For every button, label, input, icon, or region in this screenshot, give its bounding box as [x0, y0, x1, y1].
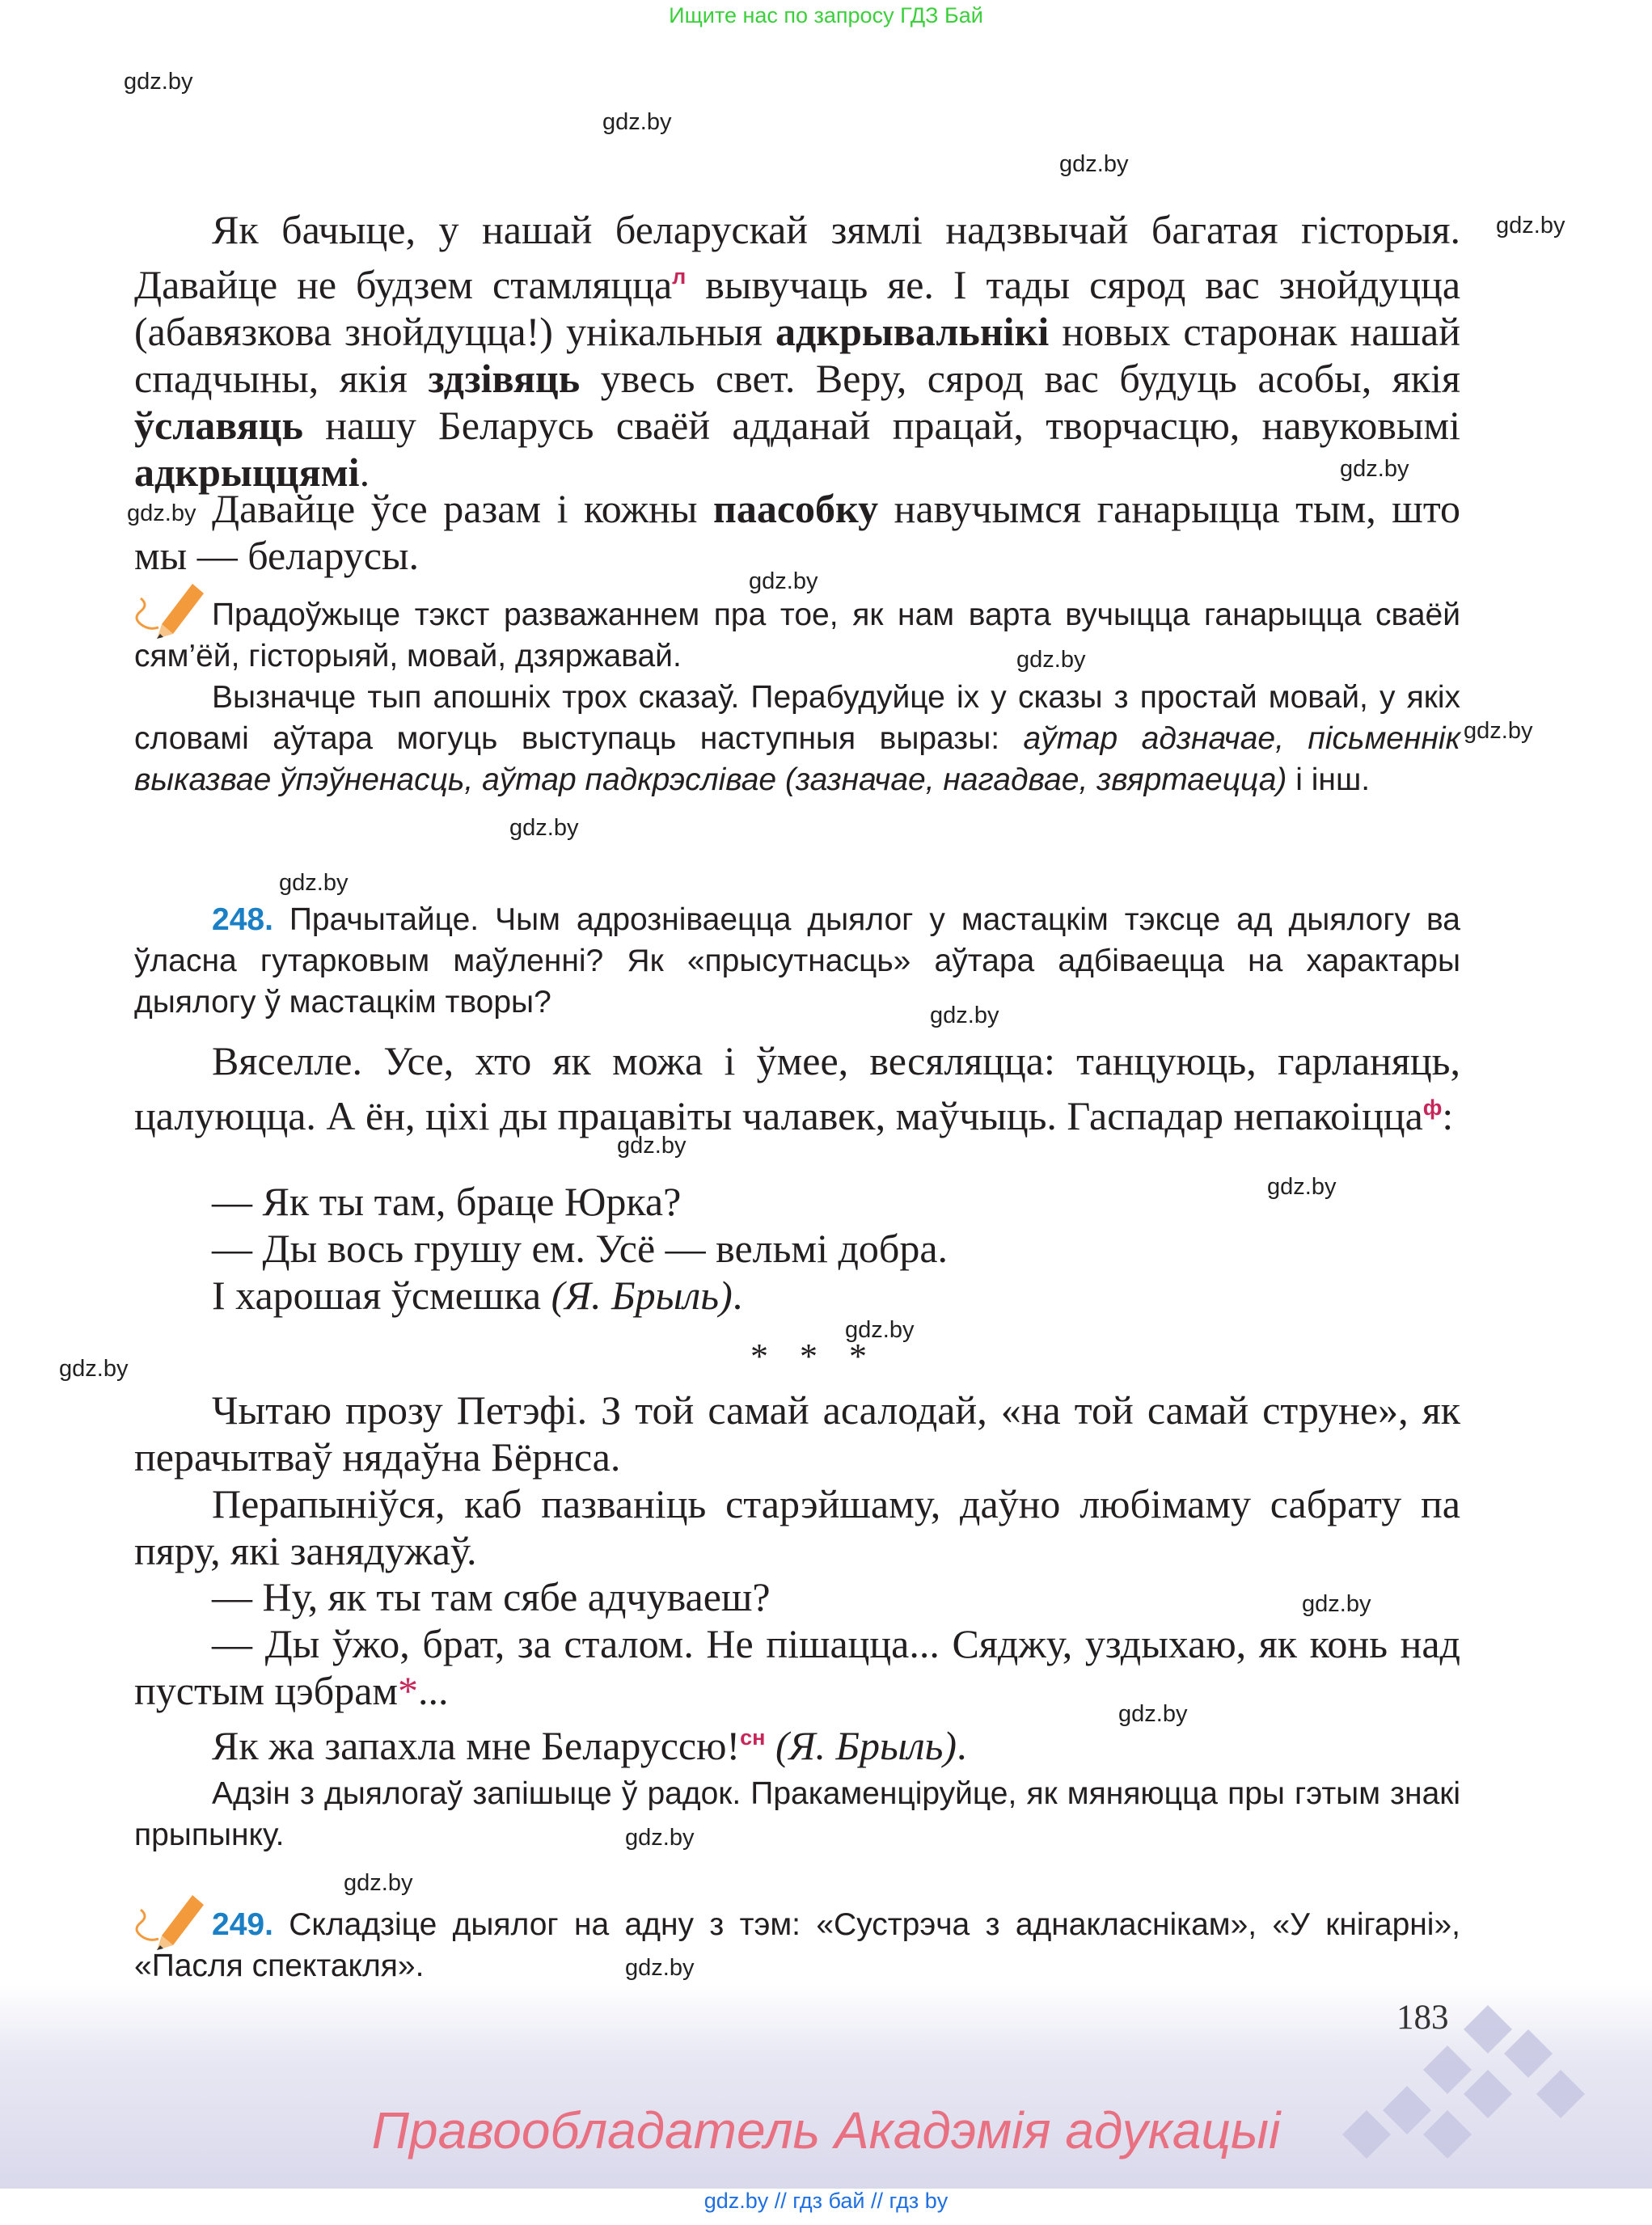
- watermark: gdz.by: [1267, 1174, 1337, 1200]
- watermark: gdz.by: [344, 1870, 413, 1896]
- section-separator: * * *: [750, 1336, 878, 1376]
- watermark: gdz.by: [124, 69, 193, 95]
- exercise-248: 248. Прачытайце. Чым адрозніваецца дыялог у мастацкім тэксце ад дыялогу ва ўласна гутарковым маўленні? Як «прысутнасць» аўтара адбіваецца на характары дыялогу ў мастацкім творы?: [134, 902, 1460, 1020]
- watermark: gdz.by: [1118, 1701, 1188, 1727]
- dialogue-line: — Ды вось грушу ем. Усё — вельмі добра.: [212, 1226, 949, 1271]
- exercise-249: 249. Складзіце дыялог на адну з тэм: «Сустрэча з аднакласнікам», «У кнігарні», «Пасля спектакля».: [134, 1907, 1460, 1983]
- glossary-marker: л: [672, 264, 687, 289]
- watermark: gdz.by: [625, 1955, 695, 1981]
- story-1-ending: І харошая ўсмешка (Я. Брыль).: [212, 1273, 743, 1318]
- task-text-a: Прадоўжыце тэкст разважаннем пра тое, як нам варта вучыцца ганарыцца сваёй сям’ёй, гісторыяй, мовай, дзяржавай.: [134, 597, 1460, 673]
- watermark: gdz.by: [509, 815, 579, 841]
- story-2-ending: Як жа запахла мне Беларуссю!$^{сн}$ (Я. Брыль).: [212, 1723, 967, 1768]
- watermark: gdz.by: [617, 1133, 687, 1159]
- watermark: gdz.by: [1340, 456, 1409, 482]
- watermark: gdz.by: [127, 500, 196, 526]
- watermark: gdz.by: [930, 1003, 999, 1028]
- watermark: gdz.by: [1464, 718, 1533, 744]
- watermark: gdz.by: [1059, 151, 1129, 177]
- watermark: gdz.by: [59, 1356, 129, 1382]
- copyright-holder: Правообладатель Акадэмія адукацыі: [371, 2101, 1281, 2160]
- story-2-paragraph-2: Перапыніўся, каб пазваніць старэйшаму, даўно любімаму сабрату па пяру, які занядужаў.: [134, 1481, 1460, 1573]
- top-banner[interactable]: Ищите нас по запросу ГДЗ Бай: [669, 3, 983, 27]
- task-text-c: Адзін з дыялогаў запішыце ў радок. Пракаменціруйце, як мяняюцца пры гэтым знакі прыпынку.: [134, 1776, 1460, 1852]
- watermark: gdz.by: [1496, 213, 1565, 239]
- watermark: gdz.by: [602, 109, 672, 135]
- story-1-paragraph: Вяселле. Усе, хто як можа і ўмее, весяляцца: танцуюць, гарланяць, цалуюцца. А ён, ціхі ды працавіты чалавек, маўчыць. Гаспадар непакоіцца$^ф$:: [134, 1038, 1460, 1138]
- asterisk-marker: *: [398, 1668, 419, 1713]
- watermark: gdz.by: [279, 870, 349, 896]
- glossary-marker: сн: [740, 1725, 766, 1750]
- exercise-number: 249.: [212, 1907, 273, 1942]
- bottom-links[interactable]: gdz.by // гдз бай // гдз by: [703, 2189, 949, 2213]
- intro-paragraph-2: Давайце ўсе разам і кожны паасобку навучымся ганарыцца тым, што мы — беларусы.: [134, 486, 1461, 578]
- glossary-marker: ф: [1422, 1096, 1443, 1120]
- watermark: gdz.by: [1302, 1591, 1371, 1617]
- dialogue-paragraph: — Ды ўжо, брат, за сталом. Не пішацца... Сяджу, уздыхаю, як конь над пустым цэбрам*...: [134, 1621, 1460, 1713]
- task-text-b: Вызначце тып апошніх трох сказаў. Перабудуйце іх у сказы з простай мовай, у якіх словамі аўтара могуць выступаць наступныя выразы: аўтар адзначае, пісьменнік выказвае ўпэўненасць, аўтар падкрэслівае (зазначае, нагадвае, звяртаецца) і інш.: [134, 680, 1460, 797]
- exercise-number: 248.: [212, 902, 273, 937]
- watermark: gdz.by: [1016, 647, 1086, 673]
- watermark: gdz.by: [749, 568, 818, 594]
- watermark: gdz.by: [625, 1825, 695, 1851]
- dialogue-line: — Як ты там, браце Юрка?: [212, 1179, 682, 1224]
- watermark: gdz.by: [845, 1317, 915, 1343]
- story-2-paragraph-1: Чытаю прозу Петэфі. З той самай асалодай, «на той самай струне», як перачытваў нядаўна Бёрнса.: [134, 1387, 1460, 1480]
- page-number: 183: [1396, 1999, 1449, 2037]
- intro-paragraph-1: Як бачыце, у нашай беларускай зямлі надзвычай багатая гісторыя. Давайце не будзем стамляцца$^л$ вывучаць яе. І тады сярод вас знойдуцца (абавязкова знойдуцца!) унікальныя адкрывальнікі новых старонак нашай спадчыны, якія здзівяць увесь свет. Веру, сярод вас будуць асобы, якія ўславяць нашу Беларусь сваёй адданай працай, творчасцю, навуковымі адкрыццямі.: [134, 207, 1461, 495]
- dialogue-line: — Ну, як ты там сябе адчуваеш?: [212, 1574, 771, 1619]
